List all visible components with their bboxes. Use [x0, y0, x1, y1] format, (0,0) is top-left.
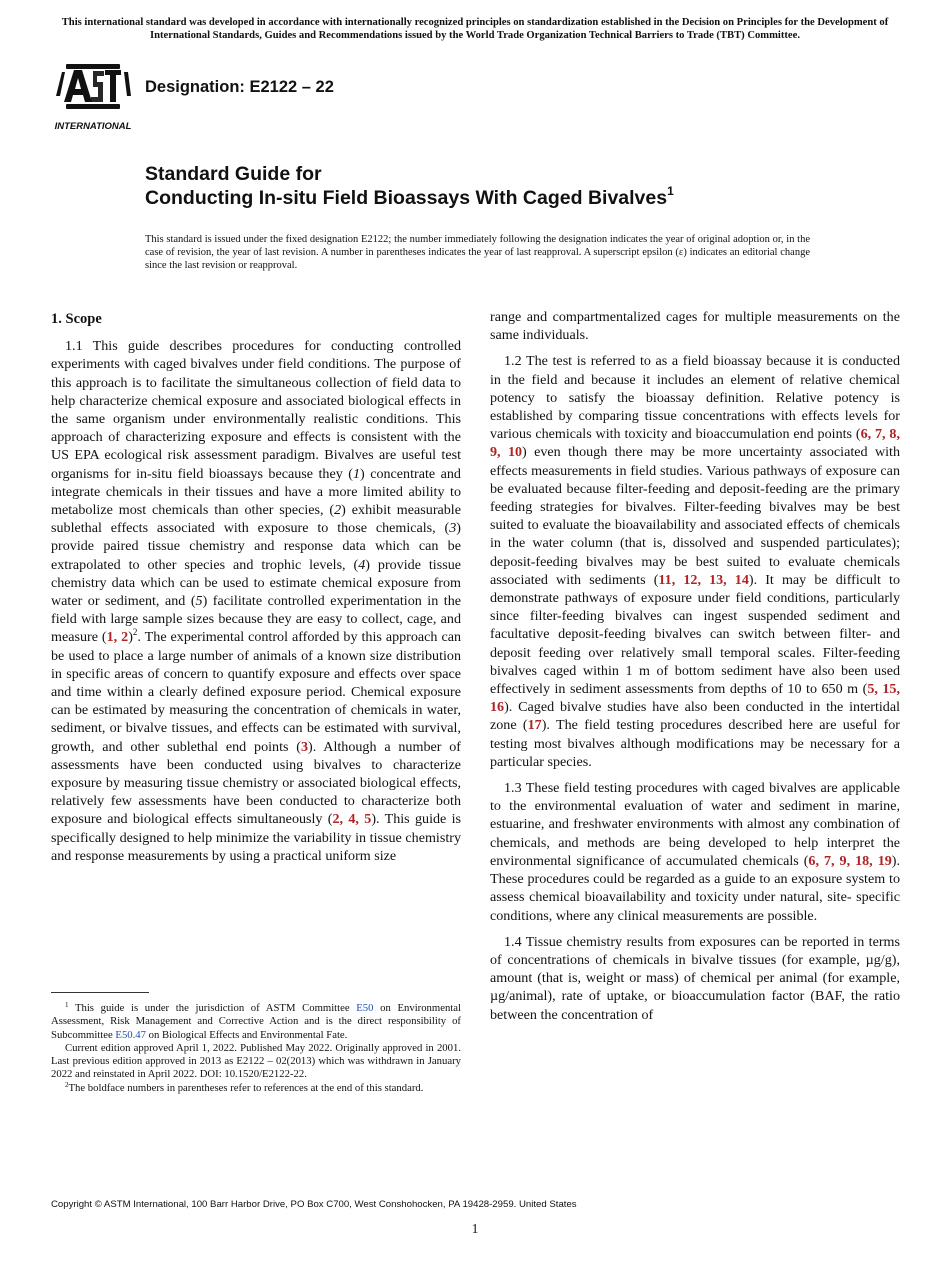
title-text: Conducting In-situ Field Bioassays With Caged Bivalves [145, 187, 668, 209]
paragraph-1-1: 1.1 This guide describes procedures for conducting controlled experiments with caged bivalves under field conditions. The purpose of this approach is to facilitate the simultaneous collection of field data to help characterize chemical exposure and associated biological effects in the same organism under environmentally realistic conditions. This approach of characterizing exposure and effects is consistent with the US EPA ecological risk assessment paradigm. Bivalves are useful test organisms for in-situ field bioassays because they (1) concentrate and integrate chemicals in their tissues and have a more limited ability to metabolize most chemicals than other species, (2) exhibit measurable sublethal effects associated with exposure to those chemicals, (3) provide paired tissue chemistry and response data which can be extrapolated to other species and trophic levels, (4) provide tissue chemistry data which can be used to estimate chemical exposure from water or sediment, and (5) facilitate controlled experimentation in the field with large sample sizes because they are easy to collect, cage, and measure (1, 2)$^2$. The experimental control afforded by this approach can be used to place a large number of animals of a known size distribution in specific areas of concern to quantify exposure and effects over space and time within a clearly defined exposure period. Chemical exposure can be estimated by measuring the concentration of chemicals in water, sediment, or bivalve tissues, and effects can be estimated with survival, growth, and other sublethal end points (3). Although a number of assessments have been conducted using bivalves to characterize exposure by measuring tissue chemistry or associated biological effects, relatively few assessments have been conducted to characterize both exposure and biological effects simultaneously (2, 4, 5). This guide is specifically designed to help minimize the variability in tissue chemistry and response measurements by using a practical uniform size [51, 338, 462, 864]
reference-link[interactable]: 17 [527, 717, 542, 734]
reference-link[interactable]: 1, 2 [106, 629, 129, 646]
reference-link[interactable]: 5, 15, 16 [490, 681, 901, 716]
paragraph-1-1-tail: range and compartmentalized cages for multiple measurements on the same individuals. [490, 309, 900, 344]
left-column [51, 310, 461, 865]
title-line-1: Standard Guide for [145, 163, 322, 185]
footnote-2: $^2$The boldface numbers in parentheses refer to references at the end of this standard. [65, 1080, 424, 1094]
footnote-mark: 2 [132, 627, 138, 638]
designation: Designation: E2122 – 22 [145, 78, 334, 96]
paragraph-1-1-continued [490, 308, 900, 344]
footnote-1: $^1$ This guide is under the jurisdiction of ASTM Committee E50 on Environmental Assessment, Risk Management and Corrective Action and is the direct responsibility of Subcommittee E50.47 on Biological Effects and Environmental Fate. [51, 1001, 461, 1041]
subcommittee-link[interactable]: E50.47 [115, 1028, 146, 1041]
astm-logo-icon [52, 56, 134, 134]
right-column [490, 308, 900, 1024]
top-notice: This international standard was developed in accordance with internationally recognized principles on standardization established in the Decision on Principles for the Development of International Standards, Guides and Recommendations issued by the World Trade Organization Technical Barriers to Trade (TBT) Committee. [61, 17, 889, 41]
committee-link[interactable]: E50 [356, 1002, 374, 1014]
paragraph-1-2: 1.2 The test is referred to as a field bioassay because it is conducted in the field and because it includes an element of relative chemical potency to satisfy the bioassay definition. Relative potency is established by comparing tissue concentrations with effects levels for various chemicals with toxicity and bioaccumulation end points (6, 7, 8, 9, 10) even though there may be more uncertainty associated with effects measurements in field studies. Various pathways of exposure can be evaluated because filter-feeding and deposit-feeding are the primary feeding strategies for bivalves. Filter-feeding bivalves may be best suited to evaluate the bioavailability and associated effects of chemicals in the water column (that is, dissolved and suspended particulates); deposit-feeding bivalves may be best suited to evaluate chemicals associated with sediments (11, 12, 13, 14). It may be difficult to demonstrate pathways of exposure under field conditions, particularly since filter-feeding bivalves can ingest suspended sediment and facultative deposit-feeding bivalves can switch between filter- and deposit feeding over relatively small temporal scales. Filter-feeding bivalves caged within 1 m of bottom sediment have also been used effectively in sediment assessments from depths of 10 to 650 m (5, 15, 16). Caged bivalve studies have also been conducted in the intertidal zone (17). The field testing procedures described here are useful for testing most bivalves although modifications may be necessary for a particular species. [490, 353, 901, 770]
title-line-2 [145, 186, 905, 210]
page-number: 1 [471, 1221, 479, 1236]
reference-link[interactable]: 11, 12, 13, 14 [658, 571, 749, 588]
reference-link[interactable]: 3 [300, 738, 309, 755]
paragraph-1-4: 1.4 Tissue chemistry results from exposures can be reported in terms of concentrations of chemicals in bivalve tissues (for example, µg/g), amount (that is, weight or mass) of chemical per animal (for example, µg/animal), rate of uptake, or bioaccumulation factor (BAF, the ratio between the concentration of [490, 933, 900, 1023]
logo-wordmark: INTERNATIONAL [54, 121, 132, 132]
paragraph-1-3: 1.3 These field testing procedures with caged bivalves are applicable to the environmental evaluation of water and sediment in marine, estuarine, and freshwater environments with almost any combination of chemicals, and methods are being developed to help interpret the environmental significance of accumulated chemicals (6, 7, 9, 18, 19). These procedures could be regarded as a guide to an exposure system to assess chemical bioavailability and toxicity under natural, site- specific conditions, where any clinical measurements are possible. [490, 780, 901, 924]
reference-link[interactable]: 2, 4, 5 [332, 811, 372, 828]
copyright-notice: Copyright © ASTM International, 100 Barr Harbor Drive, PO Box C700, West Conshohocken, PA 19428-2959. United States [51, 1199, 577, 1210]
section-heading: 1. Scope [51, 311, 102, 327]
astm-logo [52, 56, 134, 134]
reference-link[interactable]: 6, 7, 9, 18, 19 [808, 852, 892, 869]
reference-link[interactable]: 6, 7, 8, 9, 10 [490, 426, 900, 461]
issuance-note: This standard is issued under the fixed designation E2122; the number immediately following the designation indicates the year of original adoption or, in the case of revision, the year of last revision. A number in parentheses indicates the year of last reapproval. A superscript epsilon (ε) indicates an editorial change since the last revision or reapproval. [145, 234, 810, 271]
title-footnote-mark: 1 [667, 184, 674, 198]
footnote-1-edition: Current edition approved April 1, 2022. Published May 2022. Originally approved in 2001. Last previous edition approved in 2013 as E2122 – 02(2013) which was withdrawn in January 2022 and reinstated in April 2022. DOI: 10.1520/E2122-22. [51, 1041, 461, 1081]
footnotes [51, 1002, 461, 1095]
footnote-divider [51, 992, 149, 993]
title-block [145, 162, 905, 210]
